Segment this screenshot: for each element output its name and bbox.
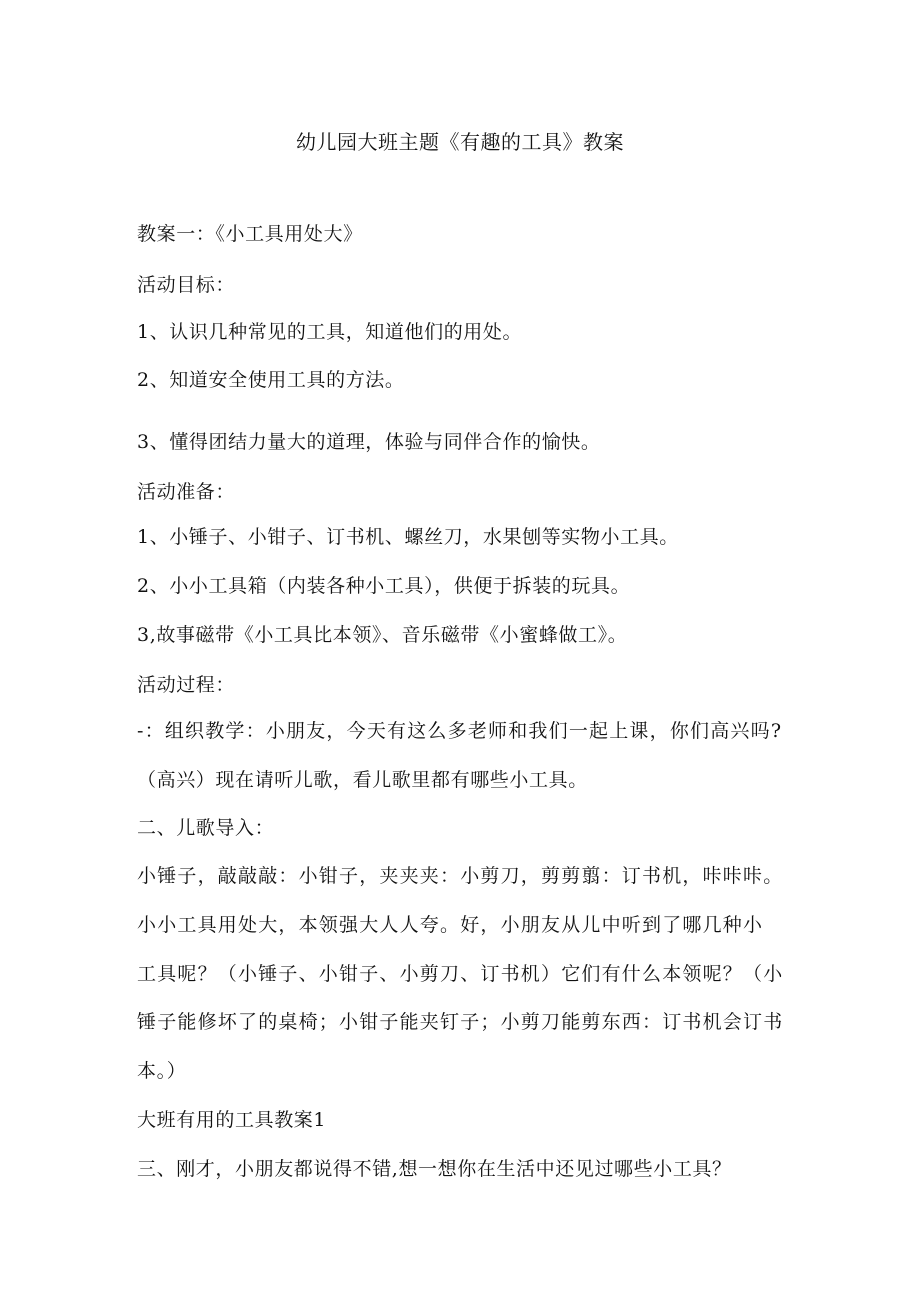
- paragraph-line: 本。）: [137, 1060, 187, 1082]
- preparation-item-1: 1、小锤子、小钳子、订书机、螺丝刀，水果刨等实物小工具。: [137, 526, 679, 548]
- paragraph-line: 锤子能修坏了的桌椅；小钳子能夹钉子；小剪刀能剪东西：订书机会订书: [137, 1011, 784, 1033]
- section-heading-nursery-rhyme: 二、儿歌导入：: [137, 817, 275, 839]
- paragraph-line: 小锤子，敲敲敲：小钳子，夹夹夹：小剪刀，剪剪翦：订书机，咔咔咔。: [137, 865, 784, 887]
- section-heading-goals: 活动目标：: [137, 274, 236, 296]
- preparation-item-3: 3,故事磁带《小工具比本领》、音乐磁带《小蜜蜂做工》。: [137, 624, 628, 646]
- paragraph-line: 三、刚才，小朋友都说得不错,想一想你在生活中还见过哪些小工具？: [137, 1158, 732, 1180]
- lesson-plan-heading: 教案一：《小工具用处大》: [137, 223, 363, 245]
- paragraph-line: 小小工具用处大，本领强大人人夸。好，小朋友从儿中听到了哪几种小: [137, 914, 764, 936]
- paragraph-line: （高兴）现在请听儿歌，看儿歌里都有哪些小工具。: [137, 769, 588, 791]
- goal-item-2: 2、知道安全使用工具的方法。: [137, 369, 405, 391]
- goal-item-1: 1、认识几种常见的工具，知道他们的用处。: [137, 321, 523, 343]
- paragraph-line: 工具呢？（小锤子、小钳子、小剪刀、订书机）它们有什么本领呢？（小: [137, 963, 784, 985]
- paragraph-line: -：组织教学：小朋友，今天有这么多老师和我们一起上课，你们高兴吗?: [137, 720, 783, 742]
- document-title: 幼儿园大班主题《有趣的工具》教案: [296, 130, 624, 154]
- subheading: 大班有用的工具教案1: [137, 1109, 327, 1131]
- goal-item-3: 3、懂得团结力量大的道理，体验与同伴合作的愉快。: [137, 431, 601, 453]
- preparation-item-2: 2、小小工具箱（内装各种小工具），供便于拆装的玩具。: [137, 575, 631, 597]
- section-heading-process: 活动过程：: [137, 674, 236, 696]
- section-heading-preparation: 活动准备：: [137, 481, 236, 503]
